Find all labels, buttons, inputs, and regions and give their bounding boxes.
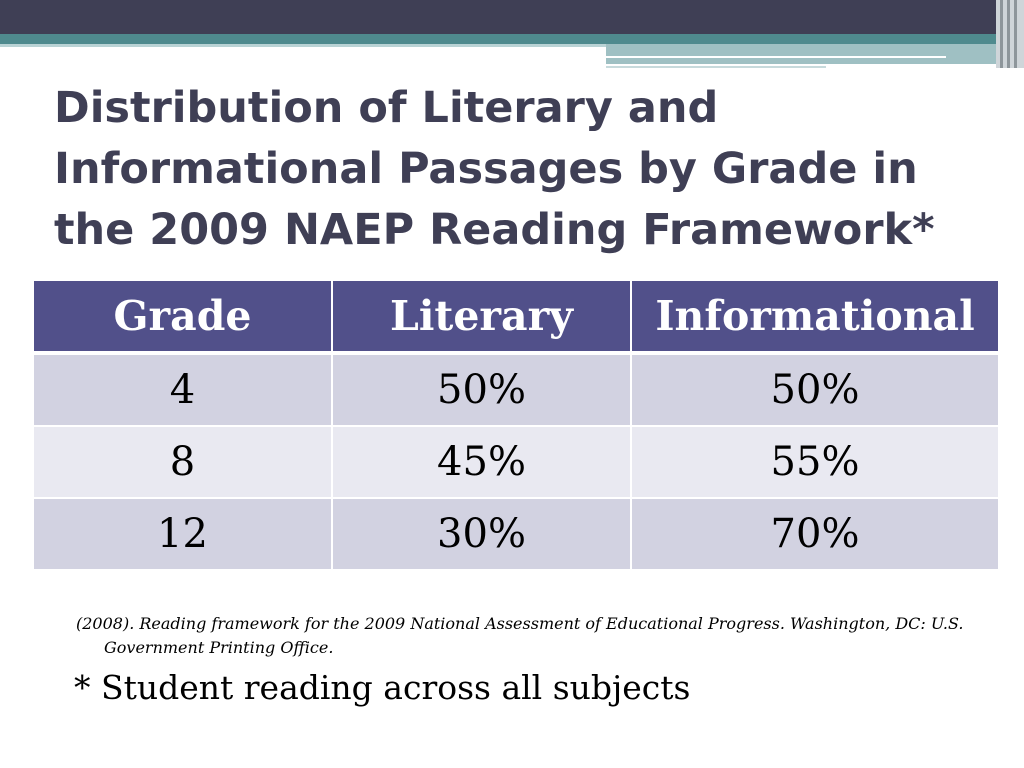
header-band-accent (606, 44, 1006, 64)
table-row (34, 498, 998, 570)
header-band-light (0, 44, 606, 47)
cell-grade: 12 (34, 498, 332, 570)
slide-title (54, 78, 994, 261)
title-line: Informational Passages by Grade in (54, 144, 918, 194)
header-literary: Literary (332, 281, 631, 353)
header-accent-line (606, 56, 946, 58)
table-row (34, 426, 998, 498)
cell-literary: 50% (332, 353, 631, 426)
cell-grade: 4 (34, 353, 332, 426)
header-grade: Grade (34, 281, 332, 353)
corner-bar (1007, 0, 1010, 68)
cell-informational: 55% (631, 426, 998, 498)
table-header-row (34, 281, 998, 353)
citation: (2008). Reading framework for the 2009 National Assessment of Educational Progress. Washington, DC: U.S. Government Printing Office. (76, 614, 964, 657)
cell-literary: 30% (332, 498, 631, 570)
cell-grade: 8 (34, 426, 332, 498)
header-corner-bars (996, 0, 1024, 68)
footnote: * Student reading across all subjects (74, 668, 691, 707)
header-informational: Informational (631, 281, 998, 353)
title-line: the 2009 NAEP Reading Framework* (54, 205, 935, 255)
header-accent-line (606, 66, 826, 68)
cell-informational: 70% (631, 498, 998, 570)
cell-literary: 45% (332, 426, 631, 498)
header-band-dark (0, 0, 1024, 34)
corner-bar (1014, 0, 1017, 68)
corner-bar (1000, 0, 1003, 68)
table-row (34, 353, 998, 426)
title-line: Distribution of Literary and (54, 83, 719, 133)
cell-informational: 50% (631, 353, 998, 426)
header-band-teal (0, 34, 1024, 44)
passage-distribution-table (34, 281, 998, 571)
